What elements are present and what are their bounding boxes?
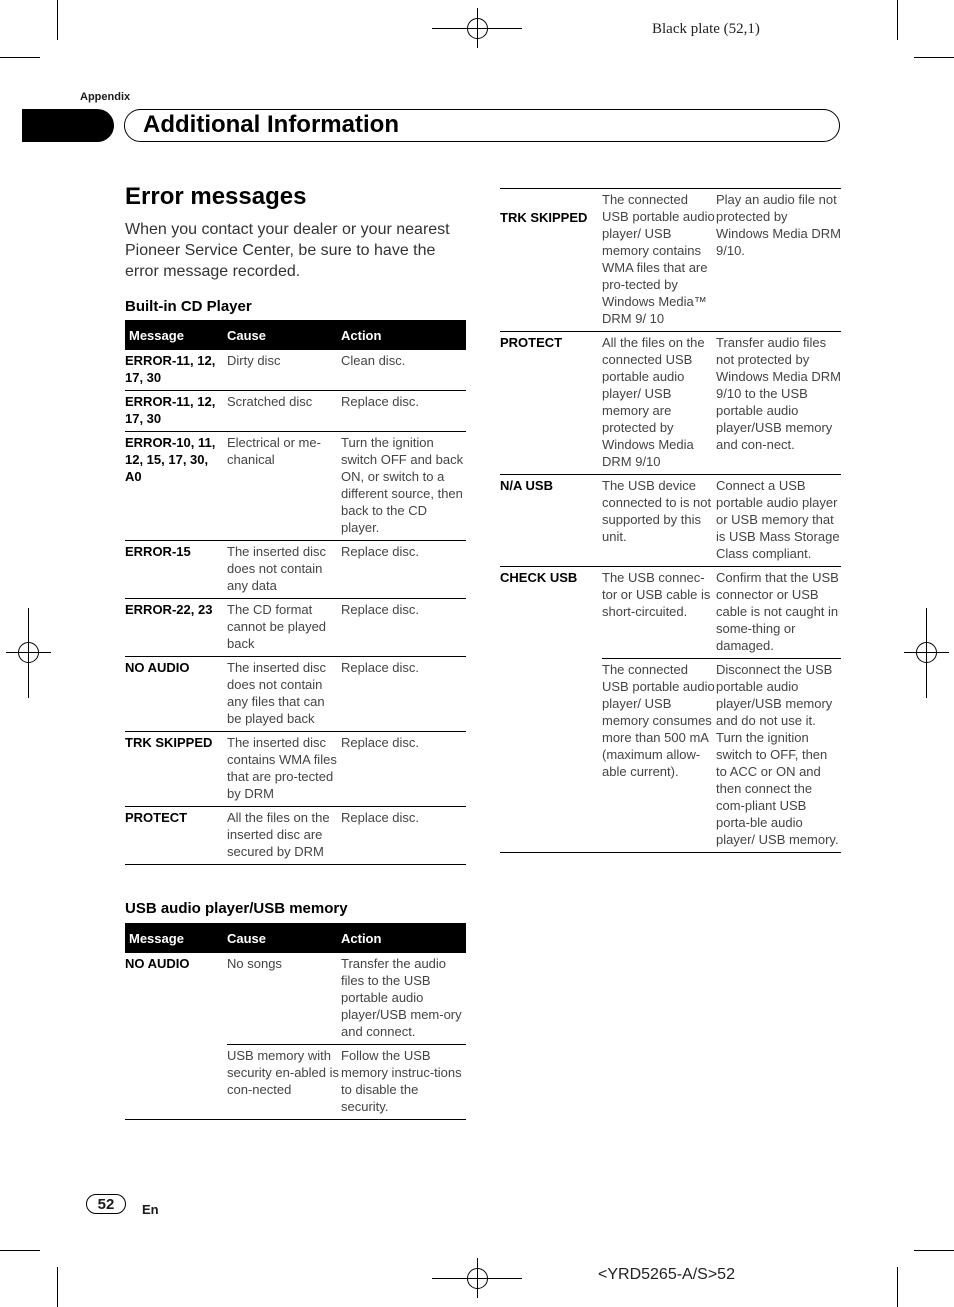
section-title: Additional Information <box>143 111 399 138</box>
usb-error-table-continued <box>500 188 841 853</box>
error-action: Connect a USB portable audio player or USB memory that is USB Mass Storage Class compliant. <box>716 475 841 567</box>
table-row <box>500 659 841 853</box>
error-action: Transfer the audio files to the USB portable audio player/USB mem-ory and connect. <box>341 953 466 1045</box>
error-action: Confirm that the USB connector or USB cable is not caught in some-thing or damaged. <box>716 567 841 659</box>
section-tab-marker <box>22 109 114 142</box>
column-header-action: Action <box>341 320 466 350</box>
table-row <box>125 732 466 807</box>
error-cause: The CD format cannot be played back <box>227 599 341 657</box>
usb-subheading: USB audio player/USB memory <box>125 900 348 917</box>
error-cause: USB memory with security en-abled is con-nected <box>227 1045 341 1120</box>
table-row <box>125 807 466 865</box>
error-message: PROTECT <box>125 807 227 865</box>
error-message: TRK SKIPPED <box>500 189 602 332</box>
table-row <box>500 332 841 475</box>
error-message: ERROR-10, 11, 12, 15, 17, 30, A0 <box>125 432 227 541</box>
error-cause: The inserted disc does not contain any data <box>227 541 341 599</box>
table-row <box>500 189 841 332</box>
error-action: Replace disc. <box>341 807 466 865</box>
error-message: NO AUDIO <box>125 956 190 971</box>
error-message: N/A USB <box>500 475 602 567</box>
error-message: ERROR-11, 12, 17, 30 <box>125 350 227 391</box>
error-cause: The connected USB portable audio player/ USB memory contains WMA files that are pro-tected by Windows Media™ DRM 9/ 10 <box>602 189 716 332</box>
table-row <box>125 541 466 599</box>
error-cause: The inserted disc does not contain any files that can be played back <box>227 657 341 732</box>
error-cause: Electrical or me-chanical <box>227 432 341 541</box>
error-cause: The USB device connected to is not supported by this unit. <box>602 475 716 567</box>
error-message <box>125 1045 227 1120</box>
error-action: Replace disc. <box>341 391 466 432</box>
table-row <box>125 432 466 541</box>
error-action: Play an audio file not protected by Windows Media DRM 9/10. <box>716 189 841 332</box>
error-message: TRK SKIPPED <box>125 732 227 807</box>
error-action: Follow the USB memory instruc-tions to disable the security. <box>341 1045 466 1120</box>
error-action: Replace disc. <box>341 599 466 657</box>
error-message: ERROR-15 <box>125 541 227 599</box>
column-header-action: Action <box>341 923 466 953</box>
document-code: <YRD5265-A/S>52 <box>598 1266 735 1283</box>
table-row <box>125 657 466 732</box>
error-cause: The connected USB portable audio player/ USB memory consumes more than 500 mA (maximum allow-able current). <box>602 659 716 853</box>
page-number: 52 <box>86 1194 126 1214</box>
error-action: Replace disc. <box>341 657 466 732</box>
table-row <box>125 599 466 657</box>
table-row <box>500 475 841 567</box>
error-action: Clean disc. <box>341 350 466 391</box>
cd-player-subheading: Built-in CD Player <box>125 298 252 315</box>
error-cause: All the files on the inserted disc are secured by DRM <box>227 807 341 865</box>
usb-error-table <box>125 923 466 1120</box>
table-row <box>125 953 466 1045</box>
appendix-label: Appendix <box>80 91 131 103</box>
error-message: ERROR-22, 23 <box>125 599 227 657</box>
error-cause: The inserted disc contains WMA files that are pro-tected by DRM <box>227 732 341 807</box>
error-message: CHECK USB <box>500 570 578 585</box>
column-header-cause: Cause <box>227 320 341 350</box>
error-message: PROTECT <box>500 332 602 475</box>
error-action: Replace disc. <box>341 732 466 807</box>
error-action: Disconnect the USB portable audio player/USB memory and do not use it. Turn the ignition switch to OFF, then to ACC or ON and then connect the com-pliant USB porta-ble audio player/ USB memory. <box>716 659 841 853</box>
plate-label: Black plate (52,1) <box>652 21 760 37</box>
intro-paragraph: When you contact your dealer or your nearest Pioneer Service Center, be sure to have the error message recorded. <box>125 221 450 280</box>
error-action: Turn the ignition switch OFF and back ON, or switch to a different source, then back to the CD player. <box>341 432 466 541</box>
column-header-cause: Cause <box>227 923 341 953</box>
error-message: NO AUDIO <box>125 657 227 732</box>
error-message: ERROR-11, 12, 17, 30 <box>125 391 227 432</box>
table-row <box>125 350 466 391</box>
error-message <box>500 659 602 853</box>
error-action: Transfer audio files not protected by Windows Media DRM 9/10 to the USB portable audio player/USB memory and con-nect. <box>716 332 841 475</box>
column-header-message: Message <box>125 923 227 953</box>
error-action: Replace disc. <box>341 541 466 599</box>
table-row <box>125 1045 466 1120</box>
error-cause: No songs <box>227 953 341 1045</box>
table-row <box>125 391 466 432</box>
cd-error-table <box>125 320 466 865</box>
error-cause: Dirty disc <box>227 350 341 391</box>
column-header-message: Message <box>125 320 227 350</box>
table-row <box>500 567 841 659</box>
page-heading: Error messages <box>125 183 307 210</box>
error-cause: The USB connec-tor or USB cable is short-circuited. <box>602 567 716 659</box>
error-cause: All the files on the connected USB portable audio player/ USB memory are protected by Windows Media DRM 9/10 <box>602 332 716 475</box>
language-label: En <box>142 1202 159 1217</box>
error-cause: Scratched disc <box>227 391 341 432</box>
